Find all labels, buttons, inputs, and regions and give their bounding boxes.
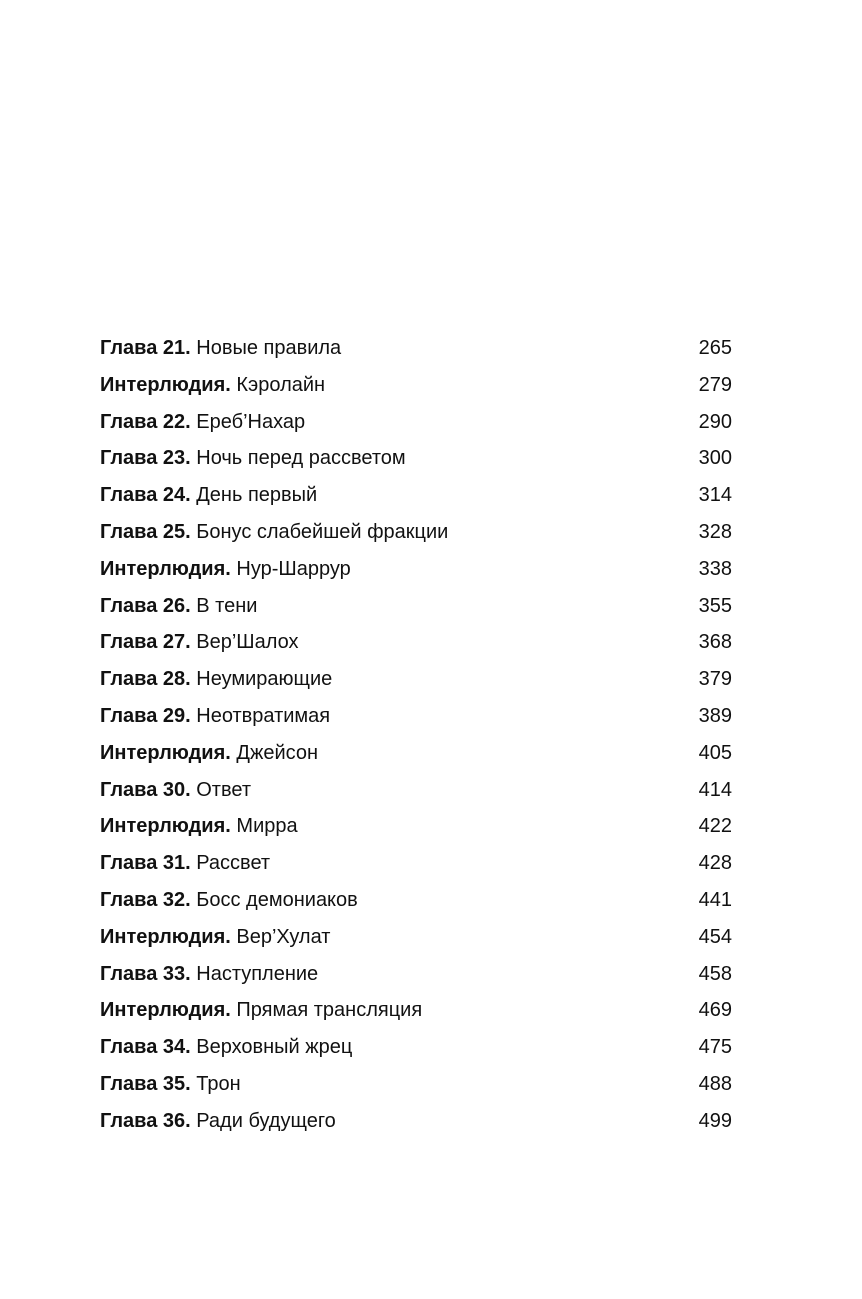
toc-entry-title: Наступление [196, 962, 319, 985]
toc-entry-page: 389 [698, 704, 732, 727]
toc-entry-text [100, 591, 257, 621]
toc-entry[interactable] [100, 701, 732, 738]
toc-entry[interactable] [100, 848, 732, 885]
toc-entry-page: 475 [698, 1036, 732, 1059]
toc-entry-page: 379 [698, 668, 732, 691]
toc-entry-page: 469 [698, 999, 732, 1022]
toc-entry-label: Интерлюдия. [100, 373, 231, 396]
toc-entry-text [100, 480, 317, 510]
toc-entry-page: 314 [698, 484, 732, 507]
toc-entry-label: Глава 34. [100, 1036, 191, 1059]
toc-entry-title: Вер’Шалох [196, 631, 299, 654]
toc-entry-title: Вер’Хулат [236, 925, 331, 948]
toc-entry-page: 488 [698, 1072, 732, 1095]
toc-entry-title: Неумирающие [196, 668, 333, 691]
toc-entry-page: 499 [698, 1109, 732, 1132]
toc-entry-text [100, 738, 318, 768]
toc-entry-label: Интерлюдия. [100, 741, 231, 764]
toc-entry-label: Глава 32. [100, 888, 191, 911]
toc-entry-text [100, 1032, 352, 1062]
toc-entry-page: 405 [698, 741, 732, 764]
toc-entry-page: 355 [698, 594, 732, 617]
toc-entry-page: 368 [698, 631, 732, 654]
toc-entry-text [100, 922, 330, 952]
toc-entry-title: Ответ [196, 778, 251, 801]
toc-entry-page: 338 [698, 557, 732, 580]
toc-entry[interactable] [100, 591, 732, 628]
toc-entry-page: 279 [698, 373, 732, 396]
toc-entry-title: Кэролайн [236, 373, 326, 396]
toc-entry-title: Ночь перед рассветом [196, 447, 406, 470]
toc-entry-text [100, 959, 318, 989]
toc-entry-label: Глава 27. [100, 631, 191, 654]
toc-entry-label: Глава 26. [100, 594, 191, 617]
toc-entry-title: Босс демониаков [196, 888, 358, 911]
toc-entry-page: 422 [698, 815, 732, 838]
toc-entry-text [100, 333, 341, 363]
toc-entry-label: Интерлюдия. [100, 815, 231, 838]
toc-entry[interactable] [100, 480, 732, 517]
toc-entry-text [100, 995, 422, 1025]
toc-entry-text [100, 370, 325, 400]
toc-entry-label: Глава 21. [100, 337, 191, 359]
toc-entry-label: Глава 33. [100, 962, 191, 985]
toc-entry-title: Верховный жрец [196, 1036, 353, 1059]
toc-entry-text [100, 811, 298, 841]
toc-entry[interactable] [100, 1069, 732, 1106]
toc-entry-page: 290 [698, 410, 732, 433]
toc-entry-label: Глава 23. [100, 447, 191, 470]
toc-entry-title: День первый [196, 484, 318, 507]
toc-entry-text [100, 554, 351, 584]
toc-entry-title: Новые правила [196, 337, 342, 359]
toc-entry-text [100, 664, 332, 694]
toc-entry-label: Глава 29. [100, 704, 191, 727]
toc-entry-label: Глава 36. [100, 1109, 191, 1132]
toc-entry[interactable] [100, 885, 732, 922]
toc-entry-label: Интерлюдия. [100, 557, 231, 580]
toc-entry-text [100, 885, 358, 915]
toc-entry-page: 328 [698, 520, 732, 543]
toc-entry-page: 454 [698, 925, 732, 948]
toc-entry[interactable] [100, 443, 732, 480]
toc-entry-title: Нур-Шаррур [236, 557, 351, 580]
toc-entry-page: 414 [698, 778, 732, 801]
toc-entry[interactable] [100, 922, 732, 959]
toc-entry-label: Глава 31. [100, 852, 191, 875]
toc-entry-label: Глава 24. [100, 484, 191, 507]
toc-entry[interactable] [100, 738, 732, 775]
toc-entry-title: Мирра [236, 815, 298, 838]
toc-entry[interactable] [100, 959, 732, 996]
toc-entry-text [100, 775, 251, 805]
toc-entry-page: 265 [698, 337, 732, 359]
toc-entry[interactable] [100, 627, 732, 664]
toc-entry[interactable] [100, 664, 732, 701]
toc-entry-title: Ереб’Нахар [196, 410, 306, 433]
toc-entry-text [100, 1069, 241, 1099]
toc-entry-title: Ради будущего [196, 1109, 336, 1132]
toc-entry[interactable] [100, 995, 732, 1032]
toc-entry[interactable] [100, 1106, 732, 1143]
toc-entry-text [100, 701, 330, 731]
toc-entry-title: Неотвратимая [196, 704, 331, 727]
toc-entry-title: Бонус слабейшей фракции [196, 520, 449, 543]
toc-entry-label: Интерлюдия. [100, 925, 231, 948]
toc-entry-page: 458 [698, 962, 732, 985]
toc-entry-text [100, 407, 305, 437]
toc-entry[interactable] [100, 1032, 732, 1069]
toc-entry-label: Интерлюдия. [100, 999, 231, 1022]
toc-entry-text [100, 848, 270, 878]
toc-entry[interactable] [100, 775, 732, 812]
toc-entry-title: Джейсон [236, 741, 319, 764]
toc-entry[interactable] [100, 811, 732, 848]
toc-entry-page: 428 [698, 852, 732, 875]
toc-entry-title: Рассвет [196, 852, 271, 875]
table-of-contents [100, 333, 732, 1143]
toc-entry[interactable] [100, 370, 732, 407]
toc-entry-label: Глава 25. [100, 520, 191, 543]
toc-entry[interactable] [100, 333, 732, 370]
toc-entry-title: Прямая трансляция [236, 999, 423, 1022]
toc-entry-page: 300 [698, 447, 732, 470]
toc-entry-text [100, 1106, 336, 1136]
toc-entry-title: Трон [196, 1072, 241, 1095]
toc-entry[interactable] [100, 517, 732, 554]
toc-entry-text [100, 517, 448, 547]
toc-entry[interactable] [100, 407, 732, 444]
toc-entry-text [100, 443, 406, 473]
toc-entry[interactable] [100, 554, 732, 591]
toc-entry-label: Глава 22. [100, 410, 191, 433]
toc-entry-text [100, 627, 299, 657]
toc-entry-page: 441 [698, 888, 732, 911]
toc-entry-title: В тени [196, 594, 258, 617]
toc-entry-label: Глава 35. [100, 1072, 191, 1095]
toc-entry-label: Глава 28. [100, 668, 191, 691]
toc-entry-label: Глава 30. [100, 778, 191, 801]
